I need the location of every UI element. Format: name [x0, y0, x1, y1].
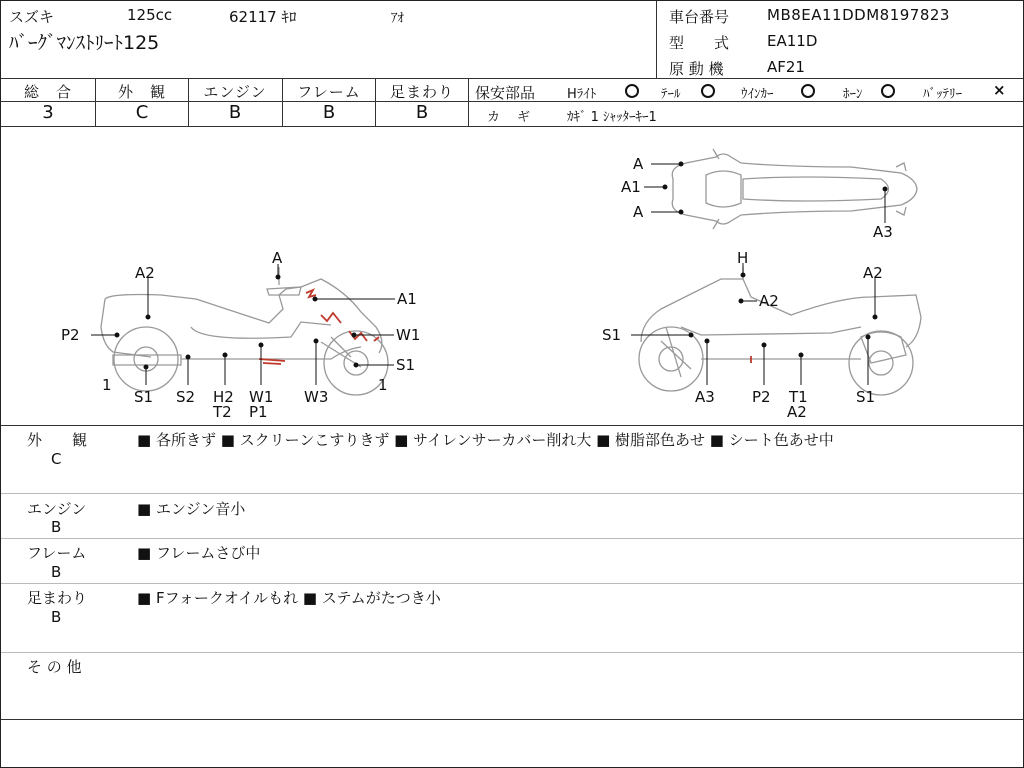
rule — [1, 538, 1023, 539]
diagram-label: P2 — [752, 388, 771, 406]
diagram-label: A1 — [397, 290, 417, 308]
grade-value-engine: B — [228, 102, 242, 123]
diagram-label: A2 — [863, 264, 883, 282]
grade-header-engine: エンジン — [203, 83, 267, 101]
note-title-exterior: 外 観 — [27, 431, 88, 449]
frame-no: MB8EA11DDM8197823 — [767, 6, 950, 24]
right-side-scooter — [639, 267, 921, 395]
frame-no-label: 車台番号 — [669, 8, 730, 26]
diagram-label: A3 — [695, 388, 715, 406]
type-value: EA11D — [767, 32, 818, 50]
maker: スズキ — [9, 8, 55, 26]
grade-header-overall: 総 合 — [23, 83, 72, 101]
note-grade-suspension: B — [51, 608, 62, 626]
good-mark-icon — [801, 84, 815, 98]
top-view-scooter — [672, 149, 917, 229]
diagram-label: W3 — [304, 388, 329, 406]
color: ｱｵ — [391, 11, 404, 26]
diagram-label: H2 — [213, 388, 234, 406]
diagram-label: S1 — [602, 326, 622, 344]
diagram-label: H — [737, 249, 749, 267]
left-side-scooter — [101, 267, 388, 395]
diagram-label: A1 — [621, 178, 641, 196]
diagram-label: A — [633, 203, 644, 221]
grade-header-suspension: 足まわり — [389, 83, 454, 101]
note-grade-engine: B — [51, 518, 62, 536]
diagram-label: T2 — [213, 403, 232, 421]
diagram-label: P2 — [61, 326, 80, 344]
note-text-exterior: ■ 各所きず ■ スクリーンこすりきず ■ サイレンサーカバー削れ大 ■ 樹脂部色あせ ■ シート色あせ中 — [137, 431, 834, 449]
diagram-label: S2 — [176, 388, 196, 406]
damage-diagram — [1, 127, 1023, 425]
safety-horn-label: ﾎｰﾝ — [843, 87, 863, 102]
diagram-label: 1 — [378, 376, 388, 394]
leader-lines — [91, 162, 887, 385]
safety-title: 保安部品 — [475, 84, 536, 102]
header-divider — [656, 1, 657, 78]
rule — [1, 493, 1023, 494]
grade-value-frame: B — [322, 102, 336, 123]
note-title-engine: エンジン — [27, 500, 87, 518]
diagram-label: A — [272, 249, 283, 267]
diagram-label: W1 — [249, 388, 274, 406]
key-label: カ ギ — [487, 110, 533, 125]
diagram-label: A2 — [787, 403, 807, 421]
safety-headlight-label: Hﾗｲﾄ — [567, 87, 597, 102]
rule — [1, 719, 1023, 720]
good-mark-icon — [625, 84, 639, 98]
mileage: 62117 ｷﾛ — [229, 8, 297, 26]
rule — [1, 583, 1023, 584]
type-label: 型 式 — [669, 34, 730, 52]
safety-battery-label: ﾊﾞｯﾃﾘｰ — [923, 87, 962, 102]
engine-label: 原 動 機 — [669, 60, 724, 78]
model-name: ﾊﾞｰｸﾞﾏﾝｽﾄﾘｰﾄ125 — [9, 32, 160, 54]
diagram-label: S1 — [134, 388, 154, 406]
grade-header-frame: フレーム — [297, 83, 361, 101]
diagram-label: P1 — [249, 403, 268, 421]
diagram-label: W1 — [396, 326, 421, 344]
diagram-labels — [61, 155, 893, 421]
diagram-label: T1 — [789, 388, 808, 406]
diagram-label: A2 — [135, 264, 155, 282]
grade-value-overall: 3 — [42, 102, 54, 123]
diagram-label: A — [633, 155, 644, 173]
grade-col-divider — [468, 78, 469, 126]
grade-value-exterior: C — [135, 102, 149, 123]
rule — [1, 78, 1023, 79]
rule — [1, 425, 1023, 426]
good-mark-icon — [701, 84, 715, 98]
diagram-label: A2 — [759, 292, 779, 310]
diagram-label: 1 — [102, 376, 112, 394]
bad-mark-icon: × — [993, 81, 1006, 99]
note-grade-frame: B — [51, 563, 62, 581]
safety-winker-label: ｳｲﾝｶｰ — [741, 87, 774, 102]
diagram-label: S1 — [396, 356, 416, 374]
engine-value: AF21 — [767, 58, 805, 76]
note-text-engine: ■ エンジン音小 — [137, 500, 246, 518]
rule — [1, 652, 1023, 653]
note-title-frame: フレーム — [27, 544, 87, 562]
grade-value-suspension: B — [415, 102, 429, 123]
note-grade-exterior: C — [51, 450, 62, 468]
grade-header-exterior: 外 観 — [117, 83, 166, 101]
note-text-frame: ■ フレームさび中 — [137, 544, 261, 562]
note-title-suspension: 足まわり — [27, 589, 88, 607]
note-title-other: そ の 他 — [27, 658, 82, 676]
key-value: ｶｷﾞ 1 ｼｬｯﾀｰｷｰ1 — [567, 110, 657, 125]
displacement: 125cc — [127, 6, 173, 24]
safety-tail-label: ﾃｰﾙ — [661, 87, 681, 102]
good-mark-icon — [881, 84, 895, 98]
note-text-suspension: ■ Fフォークオイルもれ ■ ステムがたつき小 — [137, 589, 441, 607]
diagram-label: A3 — [873, 223, 893, 241]
diagram-label: S1 — [856, 388, 876, 406]
